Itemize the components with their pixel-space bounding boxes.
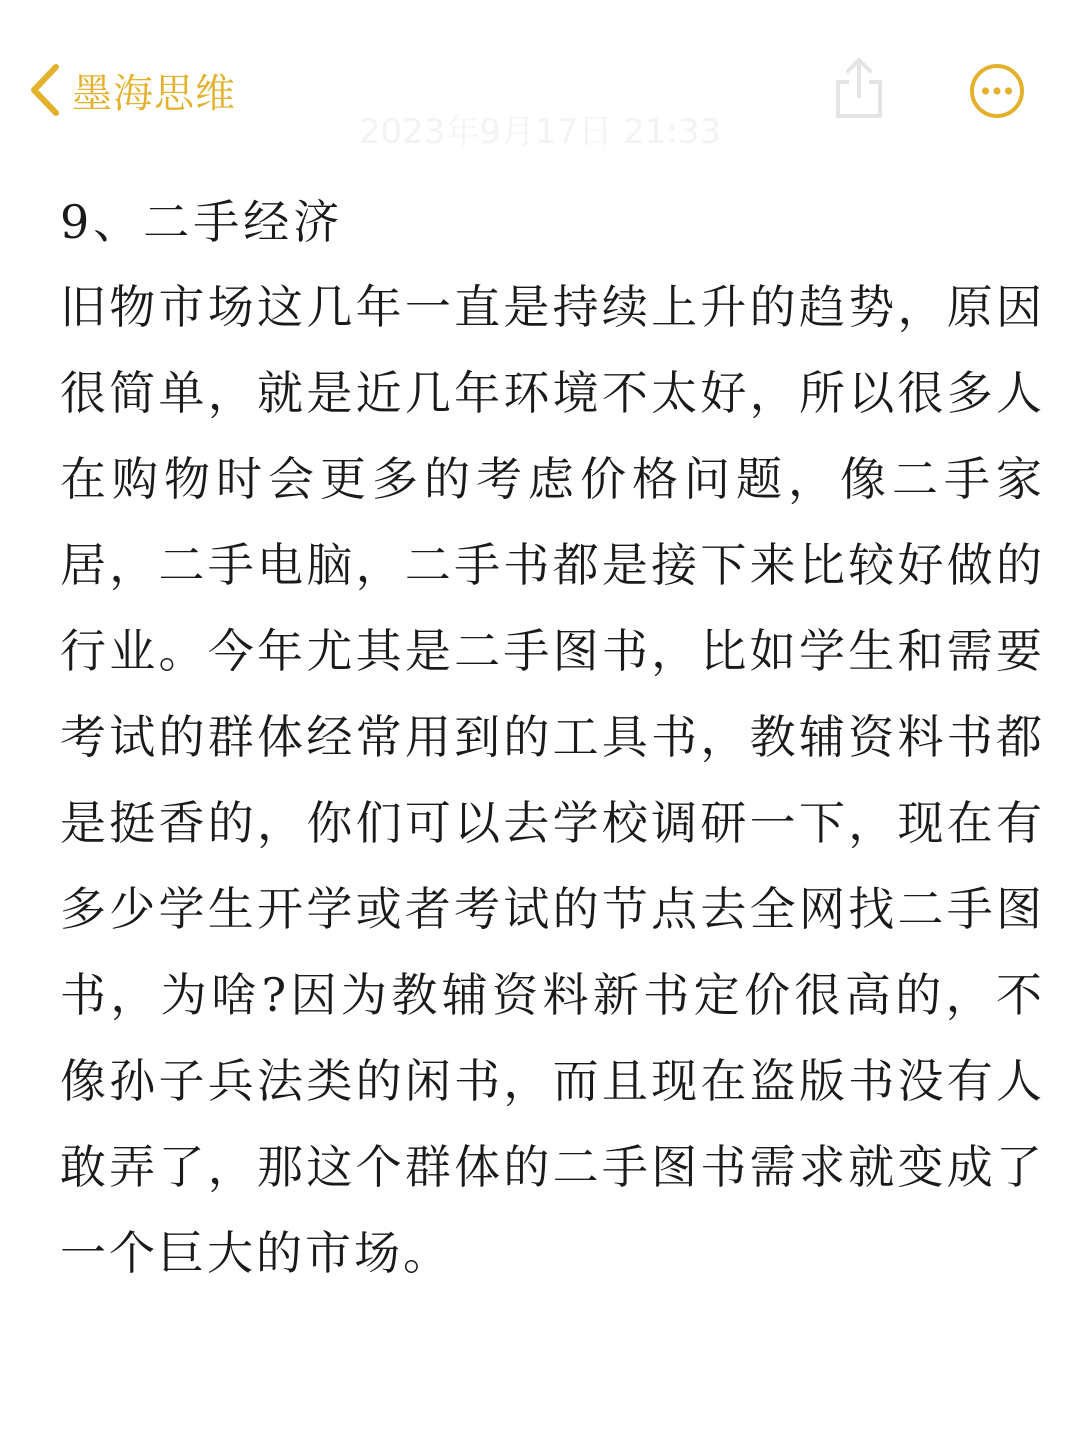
back-label: 墨海思维	[72, 70, 236, 117]
navigation-bar	[0, 0, 1080, 170]
note-content	[60, 180, 1045, 1296]
more-button[interactable]	[968, 62, 1026, 120]
note-date: 2023年9月17日 21:33	[358, 112, 722, 152]
more-icon	[968, 62, 1026, 120]
share-button[interactable]	[830, 56, 888, 120]
note-body: 旧物市场这几年一直是持续上升的趋势，原因很简单，就是近几年环境不太好，所以很多人在购物时会更多的考虑价格问题，像二手家居，二手电脑，二手书都是接下来比较好做的行业。今年尤其是二手图书，比如学生和需要考试的群体经常用到的工具书，教辅资料书都是挺香的，你们可以去学校调研一下，现在有多少学生开学或者考试的节点去全网找二手图书，为啥?因为教辅资料新书定价很高的，不像孙子兵法类的闲书，而且现在盗版书没有人敢弄了，那这个群体的二手图书需求就变成了一个巨大的市场。	[60, 280, 1045, 1280]
share-icon	[830, 56, 888, 120]
section-title: 9、二手经济	[60, 195, 344, 249]
